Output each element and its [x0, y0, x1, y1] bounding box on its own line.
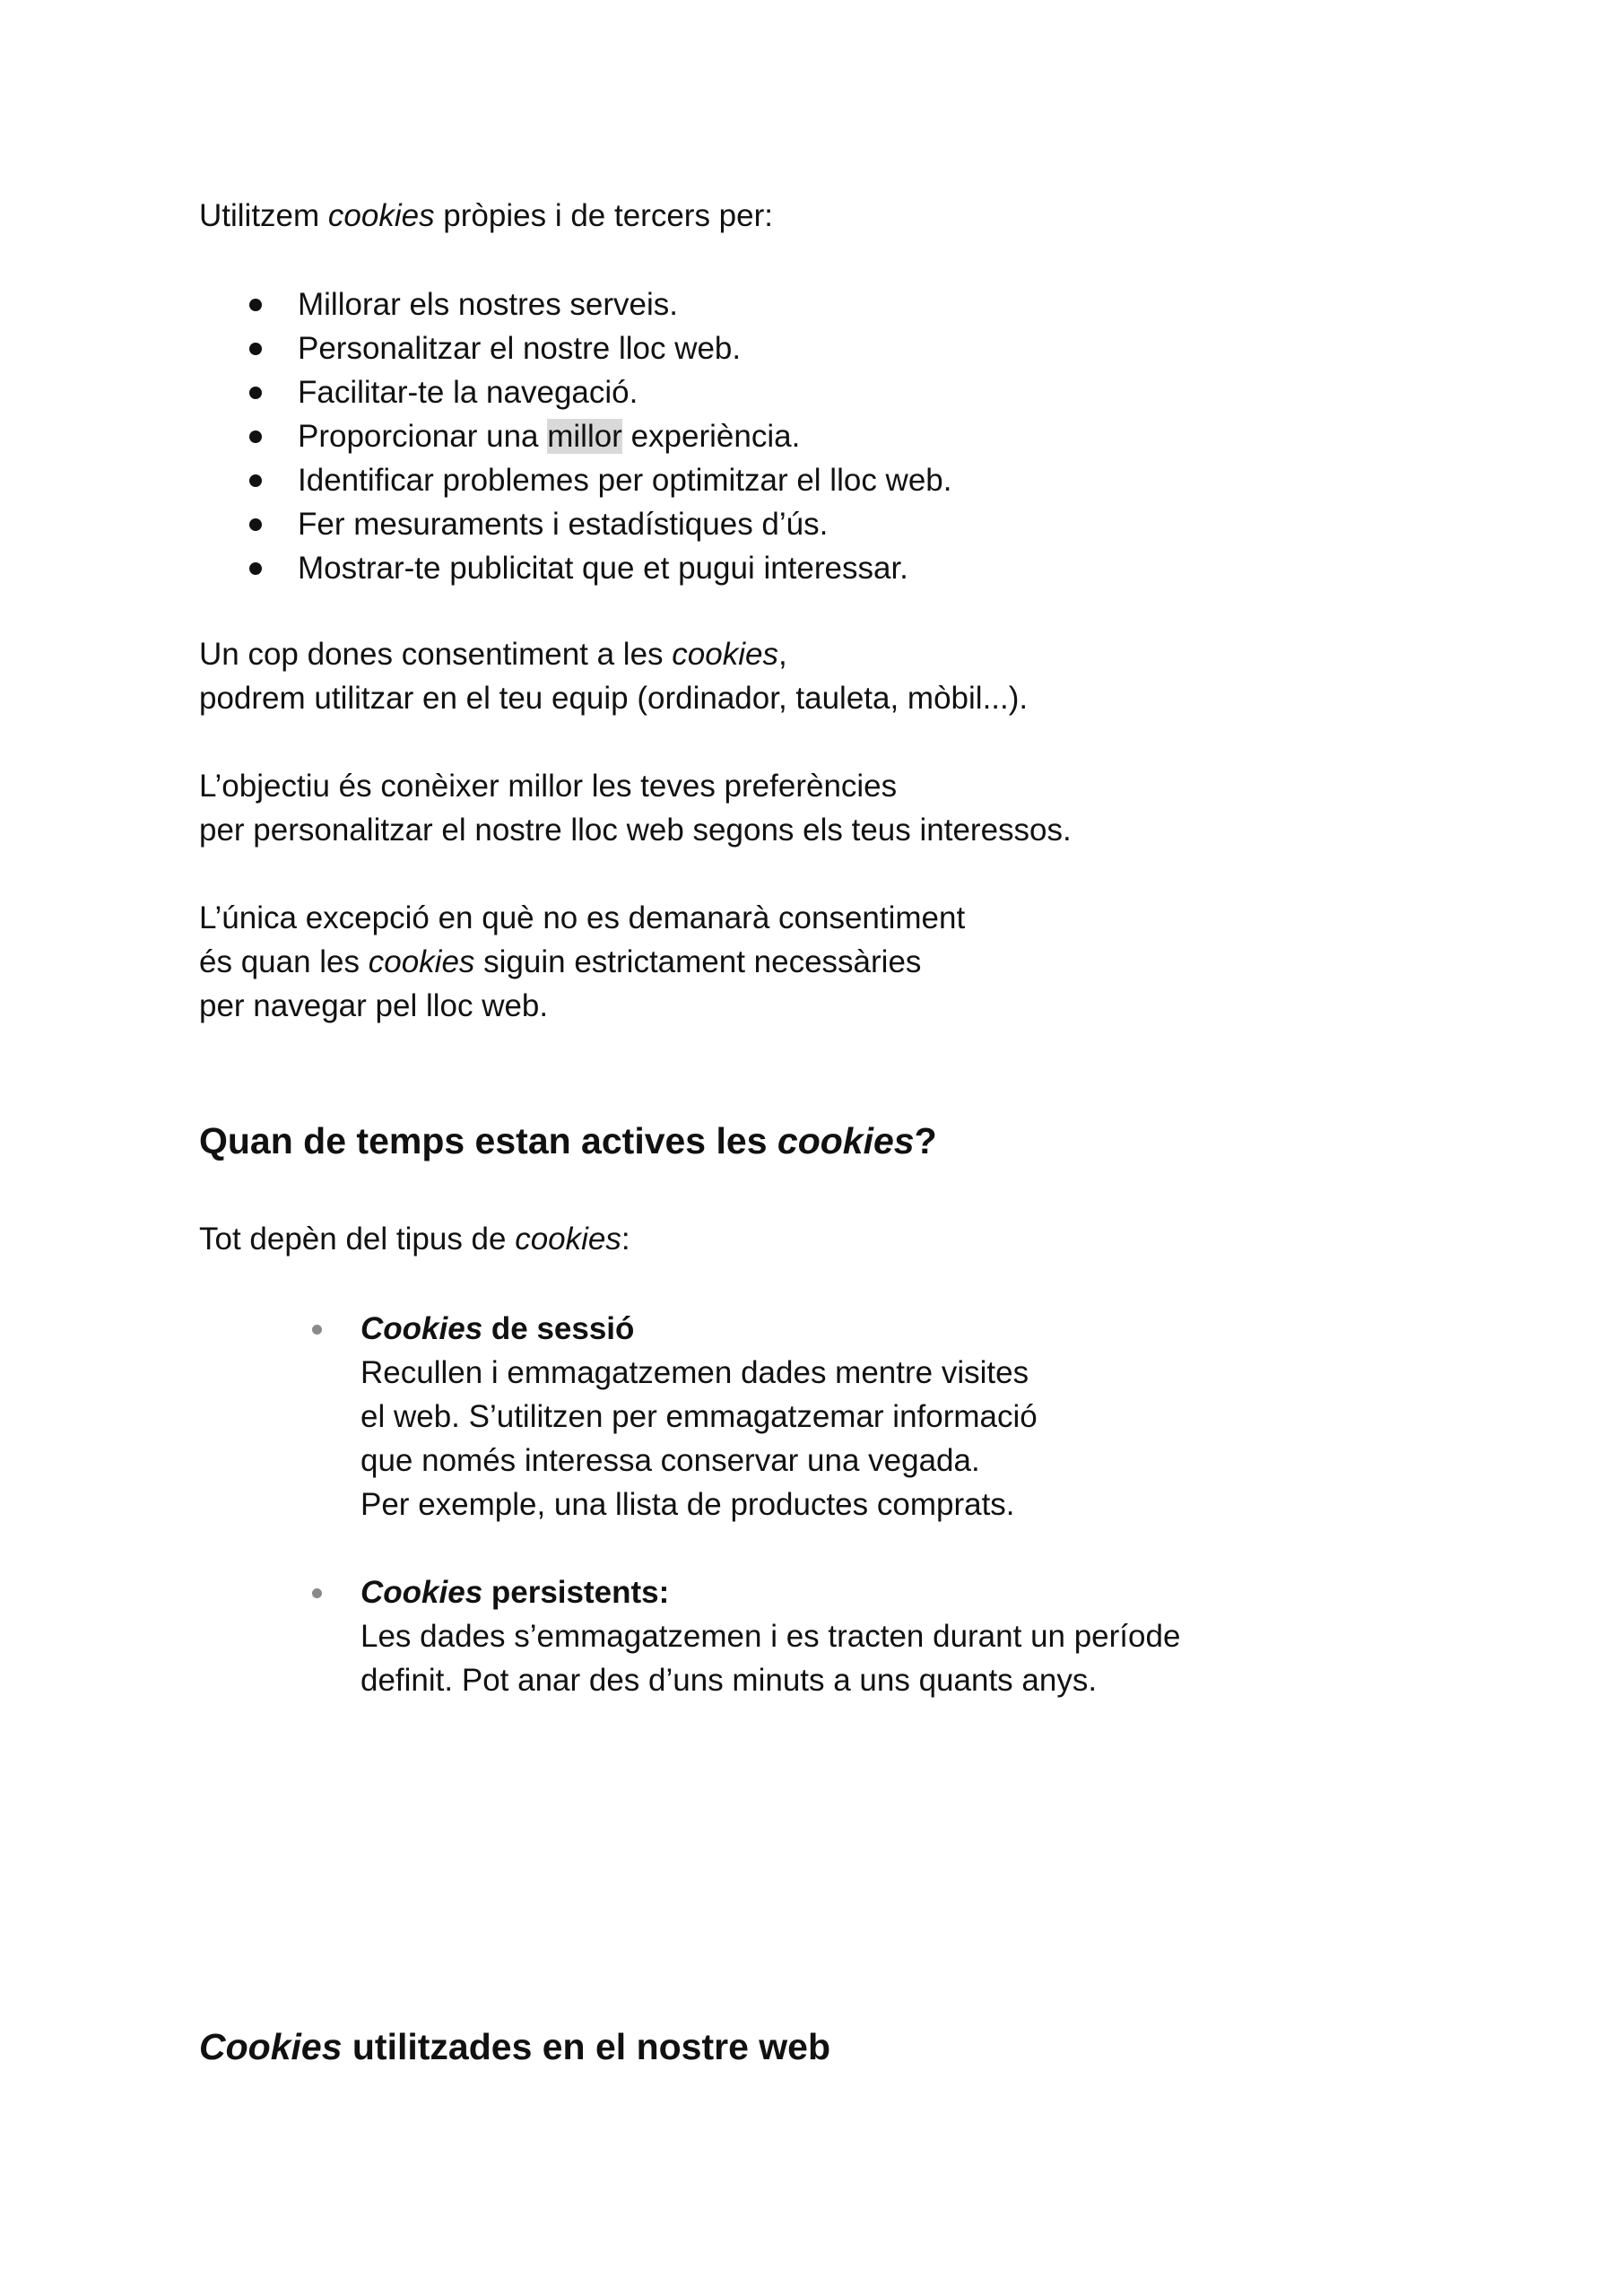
purpose-text-after: experiència.: [621, 419, 801, 454]
bullet-icon: [249, 343, 262, 355]
list-item: [244, 326, 951, 370]
cookie-type-title-rest: de sessió: [482, 1311, 635, 1346]
purpose-text: Identificar problemes per optimitzar el lloc web.: [298, 463, 952, 498]
cookie-type-line: el web. S’utilitzen per emmagatzemar informació: [360, 1399, 1038, 1434]
list-item: [244, 546, 951, 590]
duration-heading-after: ?: [914, 1120, 937, 1161]
highlighted-word: millor: [547, 419, 622, 454]
cookie-type-line: Per exemple, una llista de productes comprats.: [360, 1487, 1015, 1522]
cookie-type-title-em: Cookies: [360, 1575, 483, 1610]
objective-line-1: L’objectiu és conèixer millor les teves preferències: [199, 769, 898, 804]
intro-text-after: pròpies i de tercers per:: [434, 198, 773, 233]
list-item: [307, 1570, 1180, 1702]
session-cookies-item: [307, 1307, 1038, 1526]
cookie-type-title: [360, 1570, 1180, 1614]
exception-line-2-after: siguin estrictament necessàries: [474, 944, 922, 979]
duration-heading-em: cookies: [777, 1120, 915, 1161]
exception-line-3: per navegar pel lloc web.: [199, 988, 549, 1023]
used-cookies-heading-after: utilitzades en el nostre web: [342, 2026, 831, 2067]
cookie-type-title-rest: persistents:: [482, 1575, 670, 1610]
consent-line-1-after: ,: [777, 637, 787, 672]
persistent-cookies-item: [307, 1570, 1180, 1702]
purpose-text: Facilitar-te la navegació.: [298, 375, 638, 410]
consent-line-1: [199, 632, 1028, 676]
list-item: [244, 458, 951, 502]
intro-text-em: cookies: [327, 198, 435, 233]
cookie-type-title-em: Cookies: [360, 1311, 483, 1346]
cookie-type-line: definit. Pot anar des d’uns minuts a uns quants anys.: [360, 1663, 1098, 1698]
purpose-text: Personalitzar el nostre lloc web.: [298, 331, 742, 366]
exception-line-2-before: és quan les: [199, 944, 369, 979]
bullet-icon: [312, 1588, 322, 1598]
used-cookies-heading: [199, 2023, 830, 2070]
exception-line-1: L’única excepció en què no es demanarà consentiment: [199, 900, 966, 935]
intro-paragraph: [199, 194, 773, 238]
purpose-text: Fer mesuraments i estadístiques d’ús.: [298, 507, 829, 542]
depends-em: cookies: [515, 1222, 621, 1257]
depends-before: Tot depèn del tipus de: [199, 1222, 516, 1257]
list-item: [244, 370, 951, 414]
intro-text-before: Utilitzem: [199, 198, 328, 233]
cookie-type-line: que només interessa conservar una vegada.: [360, 1443, 980, 1478]
purposes-list: [244, 283, 951, 590]
bullet-icon: [312, 1325, 322, 1335]
objective-paragraph: [199, 764, 1072, 852]
list-item: [244, 283, 951, 326]
depends-paragraph: [199, 1217, 630, 1261]
bullet-icon: [249, 387, 262, 399]
exception-line-2: [199, 940, 965, 984]
purpose-text-before: Proporcionar una: [298, 419, 548, 454]
list-item: [244, 414, 951, 458]
purpose-text: Millorar els nostres serveis.: [298, 287, 678, 322]
bullet-icon: [249, 430, 262, 443]
duration-heading: [199, 1118, 937, 1164]
cookie-type-title: [360, 1307, 1038, 1351]
consent-line-1-before: Un cop dones consentiment a les: [199, 637, 673, 672]
cookie-type-line: Recullen i emmagatzemen dades mentre visites: [360, 1355, 1029, 1390]
cookie-type-line: Les dades s’emmagatzemen i es tracten durant un període: [360, 1619, 1181, 1654]
used-cookies-heading-em: Cookies: [199, 2026, 343, 2067]
bullet-icon: [249, 299, 262, 311]
consent-paragraph: [199, 632, 1028, 720]
exception-line-2-em: cookies: [368, 944, 475, 979]
exception-paragraph: [199, 896, 965, 1028]
bullet-icon: [249, 518, 262, 531]
depends-after: :: [621, 1222, 630, 1257]
duration-heading-before: Quan de temps estan actives les: [199, 1120, 777, 1161]
bullet-icon: [249, 562, 262, 575]
consent-line-1-em: cookies: [672, 637, 778, 672]
list-item: [244, 502, 951, 546]
purpose-text: Mostrar-te publicitat que et pugui interessar.: [298, 551, 908, 586]
objective-line-2: per personalitzar el nostre lloc web segons els teus interessos.: [199, 813, 1072, 848]
consent-line-2: podrem utilitzar en el teu equip (ordinador, tauleta, mòbil...).: [199, 681, 1029, 716]
bullet-icon: [249, 474, 262, 487]
list-item: [307, 1307, 1038, 1526]
